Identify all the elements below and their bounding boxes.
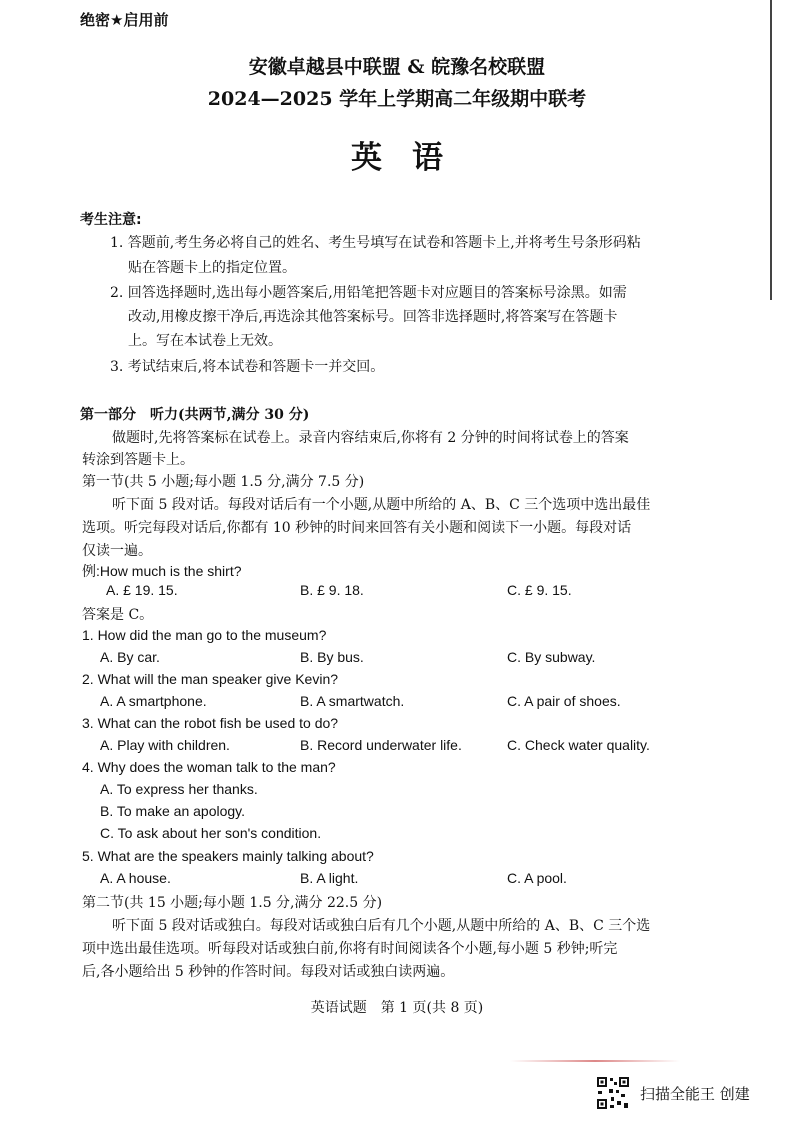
option: B. To make an apology. <box>100 803 246 819</box>
subject-title: 英语 <box>351 140 473 176</box>
section1-instruction: 仅读一遍。 <box>82 543 152 559</box>
notice-item: 3. 考试结束后,将本试卷和答题卡一并交回。 <box>110 359 385 375</box>
part1-instruction: 转涂到答题卡上。 <box>82 452 194 468</box>
example-question: 例:How much is the shirt? <box>82 563 242 579</box>
secret-label: 绝密★启用前 <box>80 11 169 29</box>
option: A. A smartphone. <box>100 693 207 709</box>
section2-instruction: 项中选出最佳选项。听每段对话或独白前,你将有时间阅读各个小题,每小题 5 秒钟;听完 <box>82 941 618 957</box>
example-answer: 答案是 C。 <box>82 607 154 623</box>
part1-heading: 第一部分 听力(共两节,满分 30 分) <box>80 407 310 423</box>
notice-item: 1. 答题前,考生务必将自己的姓名、考生号填写在试卷和答题卡上,并将考生号条形码粘 <box>110 235 641 251</box>
option: C. Check water quality. <box>507 737 650 753</box>
section1-instruction: 选项。听完每段对话后,你都有 10 秒钟的时间来回答有关小题和阅读下一小题。每段对话 <box>82 520 632 536</box>
option: B. A light. <box>300 870 359 886</box>
question: 5. What are the speakers mainly talking about? <box>82 848 374 864</box>
exam-title-line2: 2024—2025 学年上学期高二年级期中联考 <box>207 88 587 110</box>
option: A. A house. <box>100 870 171 886</box>
option: A. By car. <box>100 649 160 665</box>
option: B. A smartwatch. <box>300 693 405 709</box>
question: 3. What can the robot fish be used to do? <box>82 715 339 731</box>
option: A. Play with children. <box>100 737 230 753</box>
notice-item-cont: 上。写在本试卷上无效。 <box>128 333 282 349</box>
example-option: A. £ 19. 15. <box>106 582 178 598</box>
question: 1. How did the man go to the museum? <box>82 627 327 643</box>
notice-item: 2. 回答选择题时,选出每小题答案后,用铅笔把答题卡对应题目的答案标号涂黑。如需 <box>110 285 627 301</box>
qr-code-icon <box>596 1076 630 1110</box>
example-option: C. £ 9. 15. <box>507 582 572 598</box>
option: C. To ask about her son's condition. <box>100 825 322 841</box>
option: A. To express her thanks. <box>100 781 258 797</box>
part1-instruction: 做题时,先将答案标在试卷上。录音内容结束后,你将有 2 分钟的时间将试卷上的答案 <box>112 430 629 446</box>
scanner-watermark: 扫描全能王 创建 <box>640 1085 750 1103</box>
notice-item-cont: 贴在答题卡上的指定位置。 <box>128 260 296 276</box>
option: B. By bus. <box>300 649 364 665</box>
option: C. A pair of shoes. <box>507 693 621 709</box>
option: B. Record underwater life. <box>300 737 462 753</box>
question: 4. Why does the woman talk to the man? <box>82 759 336 775</box>
page-footer: 英语试题 第 1 页(共 8 页) <box>310 1000 484 1016</box>
notice-title: 考生注意: <box>80 212 142 228</box>
exam-title-line1: 安徽卓越县中联盟 & 皖豫名校联盟 <box>248 56 546 78</box>
notice-item-cont: 改动,用橡皮擦干净后,再选涂其他答案标号。回答非选择题时,将答案写在答题卡 <box>128 309 618 325</box>
section2-instruction: 后,各小题给出 5 秒钟的作答时间。每段对话或独白读两遍。 <box>82 964 455 980</box>
example-option: B. £ 9. 18. <box>300 582 364 598</box>
option: C. A pool. <box>507 870 567 886</box>
option: C. By subway. <box>507 649 596 665</box>
section1-heading: 第一节(共 5 小题;每小题 1.5 分,满分 7.5 分) <box>82 474 365 490</box>
section1-instruction: 听下面 5 段对话。每段对话后有一个小题,从题中所给的 A、B、C 三个选项中选出最佳 <box>112 497 651 513</box>
section2-instruction: 听下面 5 段对话或独白。每段对话或独白后有几个小题,从题中所给的 A、B、C 三个选 <box>112 918 651 934</box>
section2-heading: 第二节(共 15 小题;每小题 1.5 分,满分 22.5 分) <box>82 895 383 911</box>
question: 2. What will the man speaker give Kevin? <box>82 671 339 687</box>
scan-artifact-line <box>510 1060 680 1062</box>
